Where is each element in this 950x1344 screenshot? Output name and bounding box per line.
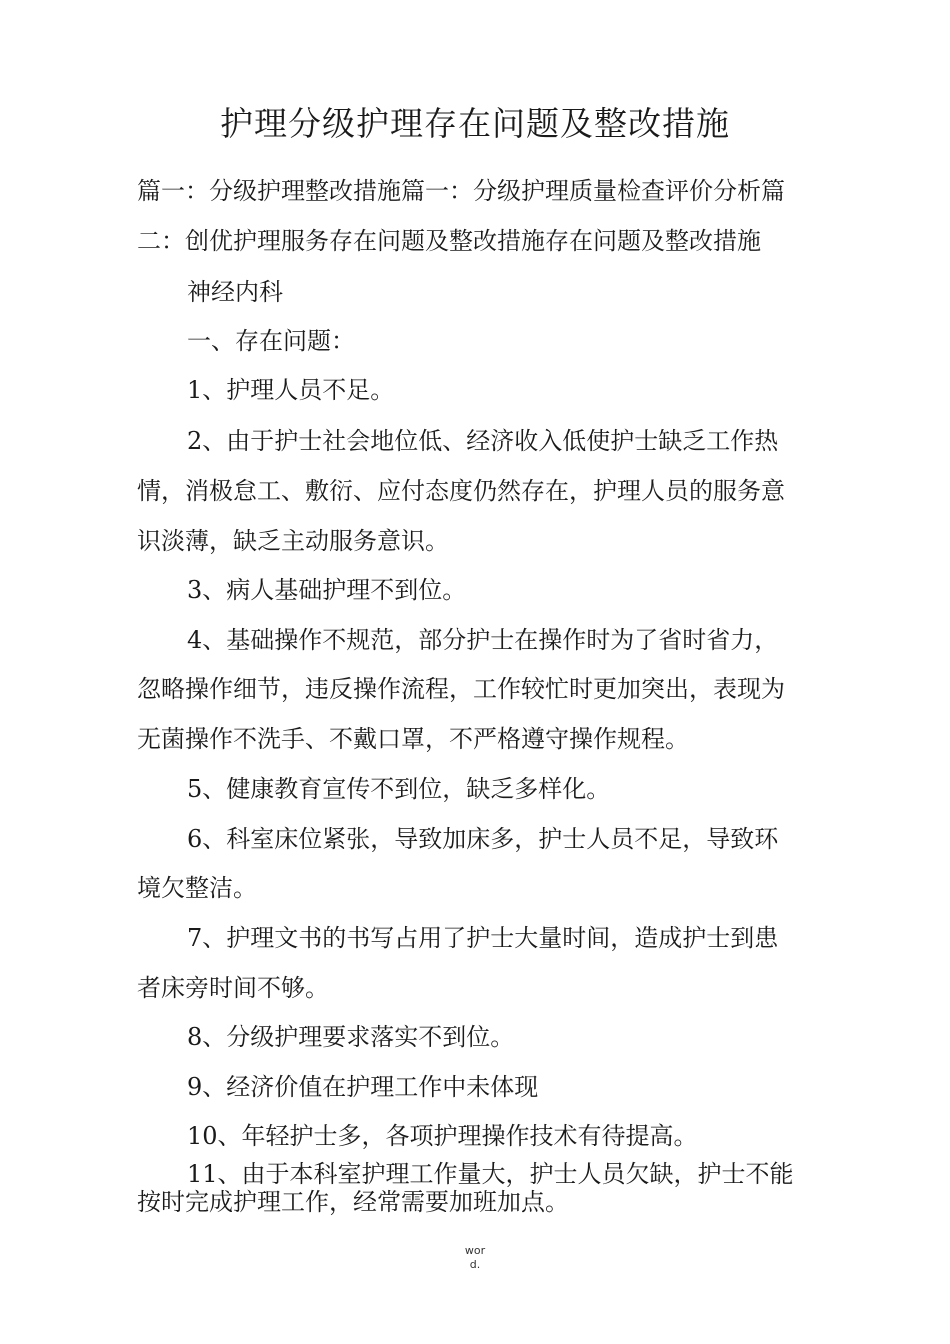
text-line: 识淡薄，缺乏主动服务意识。	[137, 527, 449, 555]
footer-text: d.	[469, 1258, 481, 1271]
list-item: 10、年轻护士多，各项护理操作技术有待提高。	[187, 1122, 698, 1150]
text-line: 忽略操作细节，违反操作流程，工作较忙时更加突出，表现为	[137, 675, 785, 703]
footer-text: wor	[464, 1244, 486, 1257]
text-line: 境欠整洁。	[137, 874, 257, 902]
text-line: 按时完成护理工作，经常需要加班加点。	[137, 1188, 569, 1216]
list-item: 5、健康教育宣传不到位，缺乏多样化。	[187, 775, 611, 803]
document-title: 护理分级护理存在问题及整改措施	[220, 104, 730, 143]
page-footer	[0, 1244, 950, 1272]
text-line: 者床旁时间不够。	[137, 974, 329, 1002]
section-heading: 一、存在问题：	[187, 327, 355, 355]
list-item: 8、分级护理要求落实不到位。	[187, 1023, 515, 1051]
list-item: 6、科室床位紧张，导致加床多，护士人员不足，导致环	[187, 825, 779, 853]
text-line: 篇一：分级护理整改措施篇一：分级护理质量检查评价分析篇	[137, 177, 785, 205]
text-line: 无菌操作不洗手、不戴口罩，不严格遵守操作规程。	[137, 725, 689, 753]
text-line: 情，消极怠工、敷衍、应付态度仍然存在，护理人员的服务意	[137, 477, 785, 505]
text-line: 二：创优护理服务存在问题及整改措施存在问题及整改措施	[137, 227, 761, 255]
list-item: 3、病人基础护理不到位。	[187, 576, 467, 604]
list-item: 1、护理人员不足。	[187, 376, 395, 404]
list-item: 4、基础操作不规范，部分护士在操作时为了省时省力，	[187, 626, 779, 654]
list-item: 7、护理文书的书写占用了护士大量时间，造成护士到患	[187, 924, 779, 952]
list-item: 9、经济价值在护理工作中未体现	[187, 1073, 539, 1101]
section-heading: 神经内科	[187, 278, 283, 306]
list-item: 11、由于本科室护理工作量大，护士人员欠缺，护士不能	[187, 1160, 794, 1188]
list-item: 2、由于护士社会地位低、经济收入低使护士缺乏工作热	[187, 427, 779, 455]
